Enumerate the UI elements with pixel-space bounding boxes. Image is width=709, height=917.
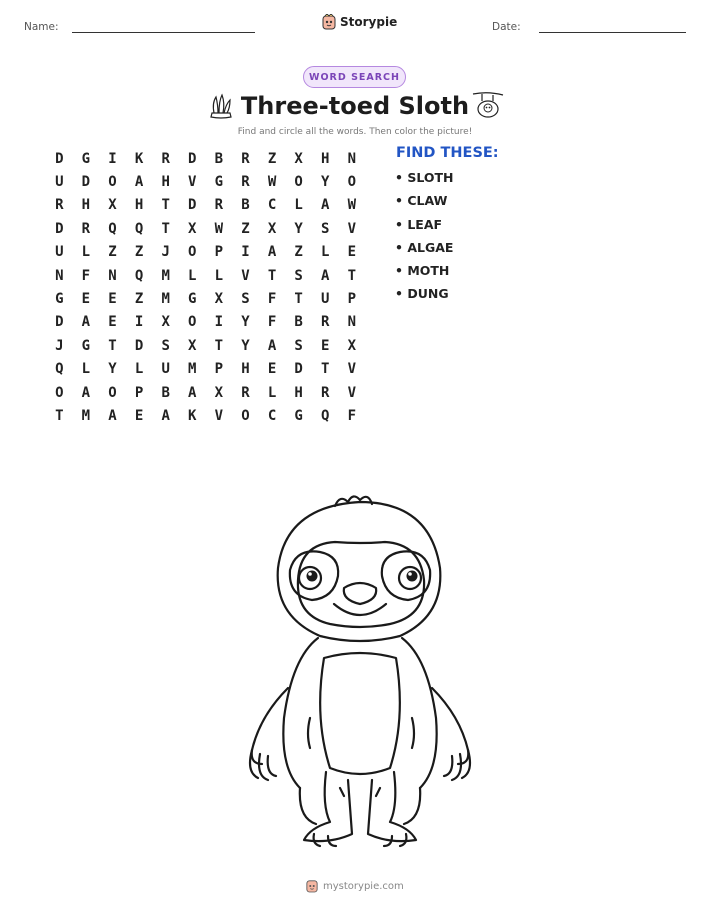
grid-cell[interactable]: O — [347, 174, 357, 191]
grid-cell[interactable]: H — [134, 197, 144, 214]
grid-cell[interactable]: O — [241, 407, 250, 424]
grid-cell[interactable]: L — [188, 267, 197, 284]
grid-cell[interactable]: A — [161, 407, 170, 424]
grid-cell[interactable]: I — [108, 150, 117, 167]
sloth-illustration[interactable] — [240, 488, 480, 858]
grid-cell[interactable]: A — [188, 384, 197, 401]
grid-cell[interactable]: T — [161, 197, 170, 214]
grid-cell[interactable]: Z — [294, 244, 303, 261]
word-search-badge: WORD SEARCH — [303, 66, 406, 88]
date-line[interactable] — [539, 32, 686, 33]
grid-cell[interactable]: E — [347, 244, 357, 261]
grid-cell[interactable]: A — [267, 244, 277, 261]
grid-cell[interactable]: A — [321, 267, 330, 284]
grid-cell[interactable]: B — [214, 150, 224, 167]
grid-cell[interactable]: R — [241, 384, 250, 401]
grid-cell[interactable]: I — [134, 314, 144, 331]
grid-cell[interactable]: L — [321, 244, 330, 261]
grid-cell[interactable]: T — [347, 267, 357, 284]
grid-cell[interactable]: E — [108, 291, 117, 308]
grid-cell[interactable]: L — [214, 267, 224, 284]
grid-cell[interactable]: S — [161, 337, 170, 354]
grid-cell[interactable]: G — [81, 337, 91, 354]
grid-cell[interactable]: I — [214, 314, 224, 331]
grid-cell[interactable]: D — [188, 150, 197, 167]
grid-row — [46, 147, 365, 170]
grid-cell[interactable]: V — [347, 361, 357, 378]
grid-cell[interactable]: R — [214, 197, 224, 214]
storypie-logo-icon — [306, 879, 318, 893]
grid-cell[interactable]: M — [161, 291, 170, 308]
word-item: • DUNG — [395, 286, 449, 302]
grid-cell[interactable]: O — [188, 314, 197, 331]
grid-cell[interactable]: Z — [267, 150, 277, 167]
grid-cell[interactable]: N — [108, 267, 117, 284]
grid-cell[interactable]: F — [267, 314, 277, 331]
grid-cell[interactable]: R — [241, 150, 250, 167]
brand-name: Storypie — [340, 15, 398, 29]
grid-cell[interactable]: A — [108, 407, 117, 424]
grid-cell[interactable]: T — [161, 220, 170, 237]
grid-cell[interactable]: Q — [55, 361, 64, 378]
grid-cell[interactable]: B — [294, 314, 303, 331]
grid-cell[interactable]: E — [321, 337, 330, 354]
grid-cell[interactable]: P — [214, 361, 224, 378]
footer-url[interactable]: mystorypie.com — [323, 880, 404, 892]
letter-grid[interactable] — [46, 147, 365, 428]
grid-cell[interactable]: C — [267, 197, 277, 214]
grid-cell[interactable]: H — [321, 150, 330, 167]
grid-row — [46, 381, 365, 404]
grid-cell[interactable]: H — [294, 384, 303, 401]
grid-cell[interactable]: R — [81, 220, 91, 237]
grid-cell[interactable]: B — [161, 384, 170, 401]
grid-row — [46, 334, 365, 357]
name-label: Name: — [24, 21, 59, 33]
grid-cell[interactable]: D — [294, 361, 303, 378]
grid-cell[interactable]: S — [294, 267, 303, 284]
grid-cell[interactable]: X — [347, 337, 357, 354]
grid-cell[interactable]: R — [321, 314, 330, 331]
grid-cell[interactable]: T — [267, 267, 277, 284]
grid-cell[interactable]: J — [161, 244, 170, 261]
grid-cell[interactable]: Y — [108, 361, 117, 378]
grid-cell[interactable]: Q — [321, 407, 330, 424]
instructions: Find and circle all the words. Then color the picture! — [237, 127, 473, 137]
grid-cell[interactable]: D — [134, 337, 144, 354]
grid-cell[interactable]: Z — [134, 291, 144, 308]
grid-cell[interactable]: P — [347, 291, 357, 308]
grid-cell[interactable]: N — [55, 267, 64, 284]
grid-cell[interactable]: S — [241, 291, 250, 308]
footer — [306, 879, 404, 893]
grid-cell[interactable]: A — [267, 337, 277, 354]
grid-cell[interactable]: G — [214, 174, 224, 191]
grid-cell[interactable]: G — [55, 291, 64, 308]
grid-cell[interactable]: E — [267, 361, 277, 378]
grid-cell[interactable]: A — [81, 384, 91, 401]
grid-cell[interactable]: T — [55, 407, 64, 424]
grid-cell[interactable]: D — [55, 314, 64, 331]
grid-cell[interactable]: E — [134, 407, 144, 424]
grid-cell[interactable]: U — [55, 174, 64, 191]
grid-cell[interactable]: M — [188, 361, 197, 378]
grid-cell[interactable]: F — [347, 407, 357, 424]
grid-cell[interactable]: X — [188, 220, 197, 237]
grid-cell[interactable]: A — [81, 314, 91, 331]
grid-cell[interactable]: K — [134, 150, 144, 167]
grid-row — [46, 287, 365, 310]
grid-row — [46, 194, 365, 217]
grid-cell[interactable]: C — [267, 407, 277, 424]
date-label: Date: — [492, 21, 521, 33]
grid-cell[interactable]: G — [81, 150, 91, 167]
grid-cell[interactable]: X — [294, 150, 303, 167]
grid-cell[interactable]: Y — [294, 220, 303, 237]
grid-cell[interactable]: T — [108, 337, 117, 354]
storypie-logo-icon — [322, 14, 336, 30]
grid-cell[interactable]: M — [81, 407, 91, 424]
grid-cell[interactable]: L — [81, 361, 91, 378]
grid-row — [46, 358, 365, 381]
brand — [322, 14, 397, 30]
grid-cell[interactable]: X — [214, 291, 224, 308]
word-item: • SLOTH — [395, 170, 454, 185]
grid-cell[interactable]: O — [294, 174, 303, 191]
word-item: • CLAW — [395, 193, 448, 209]
page-title: Three-toed Sloth — [240, 92, 470, 120]
grid-cell[interactable]: J — [55, 337, 64, 354]
grid-cell[interactable]: N — [347, 314, 357, 331]
grid-cell[interactable]: V — [347, 220, 357, 237]
grid-cell[interactable]: A — [321, 197, 330, 214]
grid-cell[interactable]: P — [134, 384, 144, 401]
grid-cell[interactable]: O — [55, 384, 64, 401]
grid-cell[interactable]: Q — [134, 267, 144, 284]
grid-cell[interactable]: Q — [134, 220, 144, 237]
grid-cell[interactable]: X — [267, 220, 277, 237]
grid-cell[interactable]: U — [55, 244, 64, 261]
grid-cell[interactable]: V — [347, 384, 357, 401]
grid-cell[interactable]: L — [81, 244, 91, 261]
grid-cell[interactable]: S — [294, 337, 303, 354]
word-item: • LEAF — [395, 216, 443, 232]
word-item: • MOTH — [395, 263, 450, 279]
grid-cell[interactable]: D — [55, 220, 64, 237]
grid-cell[interactable]: V — [188, 174, 197, 191]
grid-cell[interactable]: N — [347, 150, 357, 167]
grid-row — [46, 170, 365, 193]
name-line[interactable] — [72, 32, 255, 33]
grid-cell[interactable]: R — [55, 197, 64, 214]
grid-cell[interactable]: V — [241, 267, 250, 284]
grid-cell[interactable]: F — [267, 291, 277, 308]
word-list — [395, 170, 453, 310]
find-heading: FIND THESE: — [396, 145, 499, 161]
grid-cell[interactable]: O — [188, 244, 197, 261]
grid-cell[interactable]: U — [161, 361, 170, 378]
grid-cell[interactable]: X — [188, 337, 197, 354]
grid-cell[interactable]: X — [161, 314, 170, 331]
grid-cell[interactable]: I — [241, 244, 250, 261]
grid-cell[interactable]: G — [188, 291, 197, 308]
grid-cell[interactable]: O — [108, 174, 117, 191]
grid-cell[interactable]: U — [321, 291, 330, 308]
grid-cell[interactable]: T — [321, 361, 330, 378]
grid-cell[interactable]: W — [267, 174, 277, 191]
grid-cell[interactable]: Y — [321, 174, 330, 191]
grid-cell[interactable]: H — [161, 174, 170, 191]
grid-cell[interactable]: Y — [241, 314, 250, 331]
grid-cell[interactable]: T — [294, 291, 303, 308]
grid-cell[interactable]: X — [108, 197, 117, 214]
grid-cell[interactable]: X — [214, 384, 224, 401]
grid-cell[interactable]: D — [55, 150, 64, 167]
grid-cell[interactable]: W — [214, 220, 224, 237]
grid-cell[interactable]: R — [241, 174, 250, 191]
grid-cell[interactable]: L — [267, 384, 277, 401]
word-item: • ALGAE — [395, 239, 454, 255]
grid-cell[interactable]: A — [134, 174, 144, 191]
grid-cell[interactable]: G — [294, 407, 303, 424]
grid-cell[interactable]: V — [214, 407, 224, 424]
grid-cell[interactable]: Z — [241, 220, 250, 237]
grid-cell[interactable]: D — [188, 197, 197, 214]
grid-cell[interactable]: S — [321, 220, 330, 237]
grid-cell[interactable]: Q — [108, 220, 117, 237]
grid-row — [46, 217, 365, 240]
grid-cell[interactable]: Z — [134, 244, 144, 261]
grid-row — [46, 264, 365, 287]
grid-cell[interactable]: R — [321, 384, 330, 401]
grid-cell[interactable]: K — [188, 407, 197, 424]
grid-cell[interactable]: O — [108, 384, 117, 401]
grid-cell[interactable]: E — [108, 314, 117, 331]
grid-cell[interactable]: T — [214, 337, 224, 354]
grid-row — [46, 404, 365, 427]
grid-row — [46, 241, 365, 264]
grid-cell[interactable]: H — [241, 361, 250, 378]
grid-cell[interactable]: E — [81, 291, 91, 308]
grid-cell[interactable]: R — [161, 150, 170, 167]
grid-row — [46, 311, 365, 334]
grid-cell[interactable]: L — [134, 361, 144, 378]
grid-cell[interactable]: M — [161, 267, 170, 284]
grid-cell[interactable]: H — [81, 197, 91, 214]
hanging-sloth-icon — [471, 89, 505, 123]
grid-cell[interactable]: Z — [108, 244, 117, 261]
grid-cell[interactable]: D — [81, 174, 91, 191]
grid-cell[interactable]: P — [214, 244, 224, 261]
grid-cell[interactable]: Y — [241, 337, 250, 354]
grid-cell[interactable]: F — [81, 267, 91, 284]
grid-cell[interactable]: B — [241, 197, 250, 214]
grid-cell[interactable]: W — [347, 197, 357, 214]
grid-cell[interactable]: L — [294, 197, 303, 214]
